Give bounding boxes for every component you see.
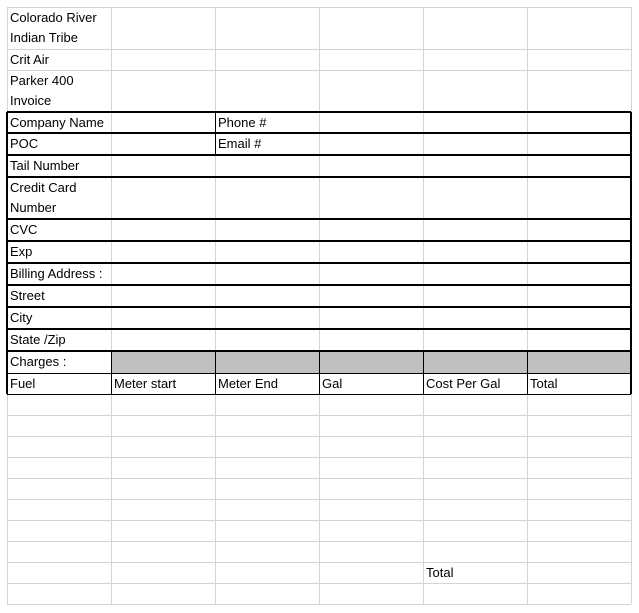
charges-fill <box>111 351 631 373</box>
email-label: Email # <box>218 136 262 151</box>
column-header-cost-per-gal: Cost Per Gal <box>426 375 501 391</box>
column-header-total: Total <box>530 375 558 391</box>
tribe-name: Colorado River Indian Tribe <box>10 10 97 45</box>
phone-label: Phone # <box>218 114 267 130</box>
city-label: City <box>10 310 33 325</box>
street-label: Street <box>10 288 45 303</box>
column-header-meter-start: Meter start <box>114 375 177 391</box>
grand-total-label: Total <box>426 564 454 580</box>
column-header-gal: Gal <box>322 375 343 391</box>
border-divider <box>319 351 320 373</box>
state-zip-label: State /Zip <box>10 332 66 347</box>
exp-label: Exp <box>10 244 33 259</box>
border-divider <box>423 351 424 373</box>
charges-label: Charges : <box>10 354 67 369</box>
cvc-label: CVC <box>10 222 38 237</box>
border-right <box>630 112 632 394</box>
column-header-fuel: Fuel <box>10 375 36 391</box>
company-name-label: Company Name <box>10 114 104 130</box>
border-divider <box>111 351 112 373</box>
poc-label: POC <box>10 136 39 151</box>
border-divider <box>215 351 216 373</box>
border-row <box>7 394 631 395</box>
tail-number-label: Tail Number <box>10 158 80 173</box>
column-header-meter-end: Meter End <box>218 375 278 391</box>
border-divider <box>527 351 528 373</box>
invoice-title: Parker 400 Invoice <box>10 73 74 108</box>
org-name: Crit Air <box>10 51 49 67</box>
gridline-row <box>7 604 631 605</box>
credit-card-label: Credit Card Number <box>10 180 77 215</box>
billing-address-label: Billing Address : <box>10 266 103 281</box>
